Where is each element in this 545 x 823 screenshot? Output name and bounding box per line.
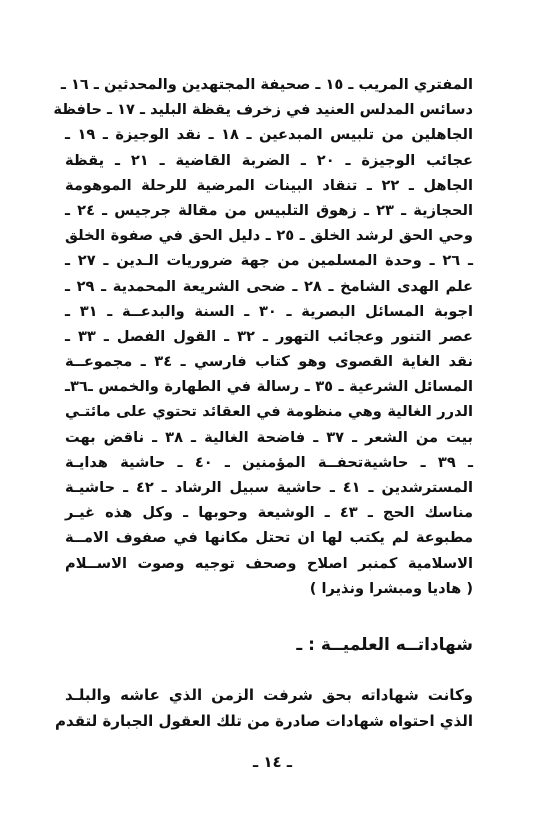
text-line: دسائس المدلس العنيد في زخرف يقظة البليد ـ ١٧ ـ حافظة [53, 101, 473, 119]
page-number: ـ ١٤ ـ [252, 753, 293, 771]
text-line: ـ ٢٦ ـ وحدة المسلمين من جهة ضروريات الـدين ـ ٢٧ ـ [65, 252, 473, 270]
text-line: نقد الغاية القصوى وهو كتاب فارسي ـ ٣٤ ـ مجموعــة [65, 353, 473, 371]
text-line: الحجازية ـ ٢٣ ـ زهوق التلبيس من مقالة جرجيس ـ ٢٤ ـ [65, 201, 473, 219]
text-line: الجاهلين من تلبيس المبدعين ـ ١٨ ـ نقد الوجيزة ـ ١٩ ـ [65, 126, 474, 144]
text-line: الدرر الغالية وهي منظومة في العقائد تحتوي على مائتـي [65, 403, 473, 421]
text-line: اجوبة المسائل البصرية ـ ٣٠ ـ السنة والبدعــة ـ ٣١ ـ [65, 302, 473, 320]
text-line: الاسلامية كمنبر اصلاح وصحف توجيه وصوت الاســلام [65, 554, 473, 572]
text-line: وكانت شهاداته بحق شرفت الزمن الذي عاشه والبلـد [65, 686, 473, 704]
text-line: الجاهل ـ ٢٢ ـ تنقاد البينات المرضية للرحلة الموهومة [65, 176, 474, 194]
text-line: الذي احتواه شهادات صادرة من تلك العقول الجبارة لتقدم [55, 712, 473, 730]
text-line: ـ ٣٩ ـ حاشيةتحفــة المؤمنين ـ ٤٠ ـ حاشية هدايـة [65, 453, 473, 471]
text-line: علم الهدى الشامخ ـ ٢٨ ـ ضحى الشريعة المحمدية ـ ٢٩ ـ [65, 277, 474, 295]
text-line: وحي الحق لرشد الخلق ـ ٢٥ ـ دليل الحق في صفوة الخلق [65, 227, 473, 245]
text-line: بيت من الشعر ـ ٣٧ ـ فاضحة الغالية ـ ٣٨ ـ ناقض بهت [65, 428, 474, 446]
text-line: المسائل الشرعية ـ ٣٥ ـ رسالة في الطهارة والخمس ـ٣٦ـ [65, 378, 473, 396]
text-line: مطبوعة لم يكتب لها ان تحتل مكانها في صفوف الامــة [65, 529, 473, 547]
paragraph-text [55, 682, 473, 734]
text-line: مناسك الحج ـ ٤٣ ـ الوشيعة وحوبها ـ وكل هذه غيـر [65, 504, 473, 522]
text-line: المفتري المريب ـ ١٥ ـ صحيفة المجتهدين والمحدثين ـ ١٦ ـ [60, 76, 473, 93]
section-heading: شهاداتــه العلميــة : ـ [296, 635, 473, 655]
text-line: عصر التنور وعجائب التهور ـ ٣٢ ـ القول الفصل ـ ٣٣ ـ [65, 327, 473, 345]
text-line: عجائب الوجيزة ـ ٢٠ ـ الضربة القاضية ـ ٢١ ـ يقظة [65, 151, 474, 169]
text-line: المسترشدين ـ ٤١ ـ حاشية سبيل الرشاد ـ ٤٢ ـ حاشيـة [65, 479, 473, 496]
text-line: ( هاديا ومبشرا ونذيرا ) [309, 579, 473, 597]
book-list-text [53, 72, 474, 601]
